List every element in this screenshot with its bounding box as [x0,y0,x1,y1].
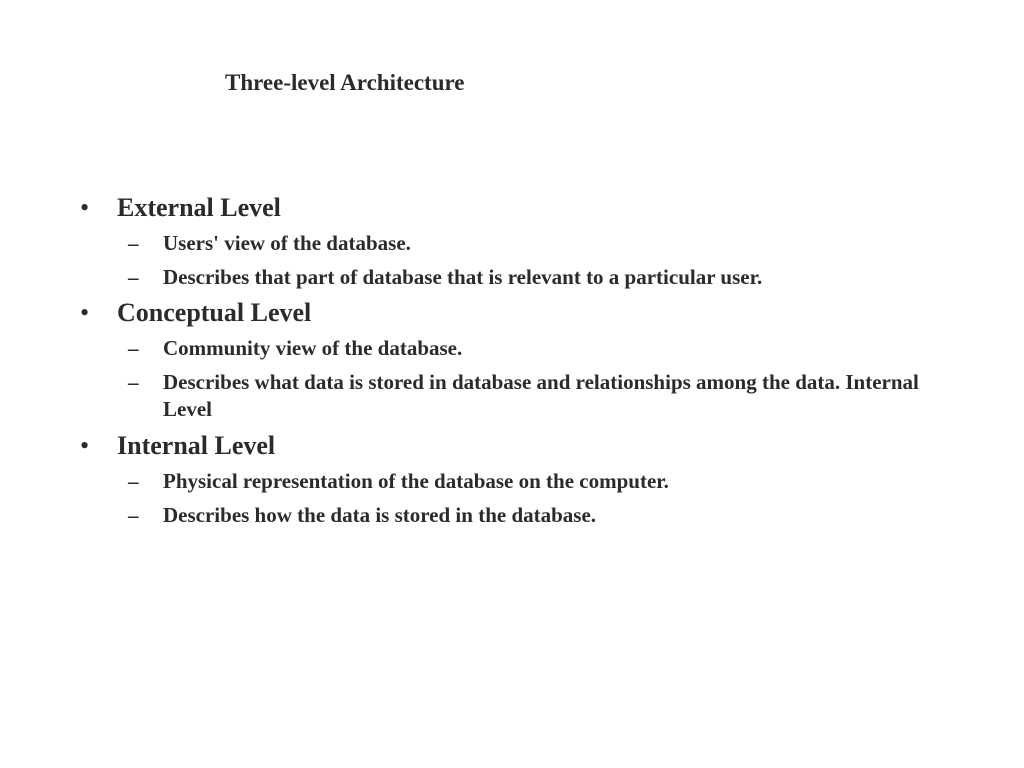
level-heading-external: External Level [117,193,281,222]
slide-title: Three-level Architecture [225,70,465,95]
sub-item-text: Users' view of the database. [163,231,411,255]
sub-item-text: Describes that part of database that is relevant to a particular user. [163,265,763,289]
sub-item-text: Describes how the data is stored in the database. [163,503,597,527]
bullet-marker: • [80,298,90,327]
bullet-marker: • [80,431,90,460]
dash-marker: – [128,336,139,360]
level-heading-internal: Internal Level [117,431,276,460]
sub-item-text: Physical representation of the database on the computer. [163,469,669,493]
dash-marker: – [128,469,139,493]
dash-marker: – [128,265,139,289]
dash-marker: – [128,503,139,527]
sub-item-text: Community view of the database. [163,336,463,360]
bullet-marker: • [80,193,90,222]
dash-marker: – [128,231,139,255]
level-heading-conceptual: Conceptual Level [117,298,312,327]
dash-marker: – [128,370,139,394]
sub-item-text: Describes what data is stored in database and relationships among the data. Internal Level [163,370,919,421]
